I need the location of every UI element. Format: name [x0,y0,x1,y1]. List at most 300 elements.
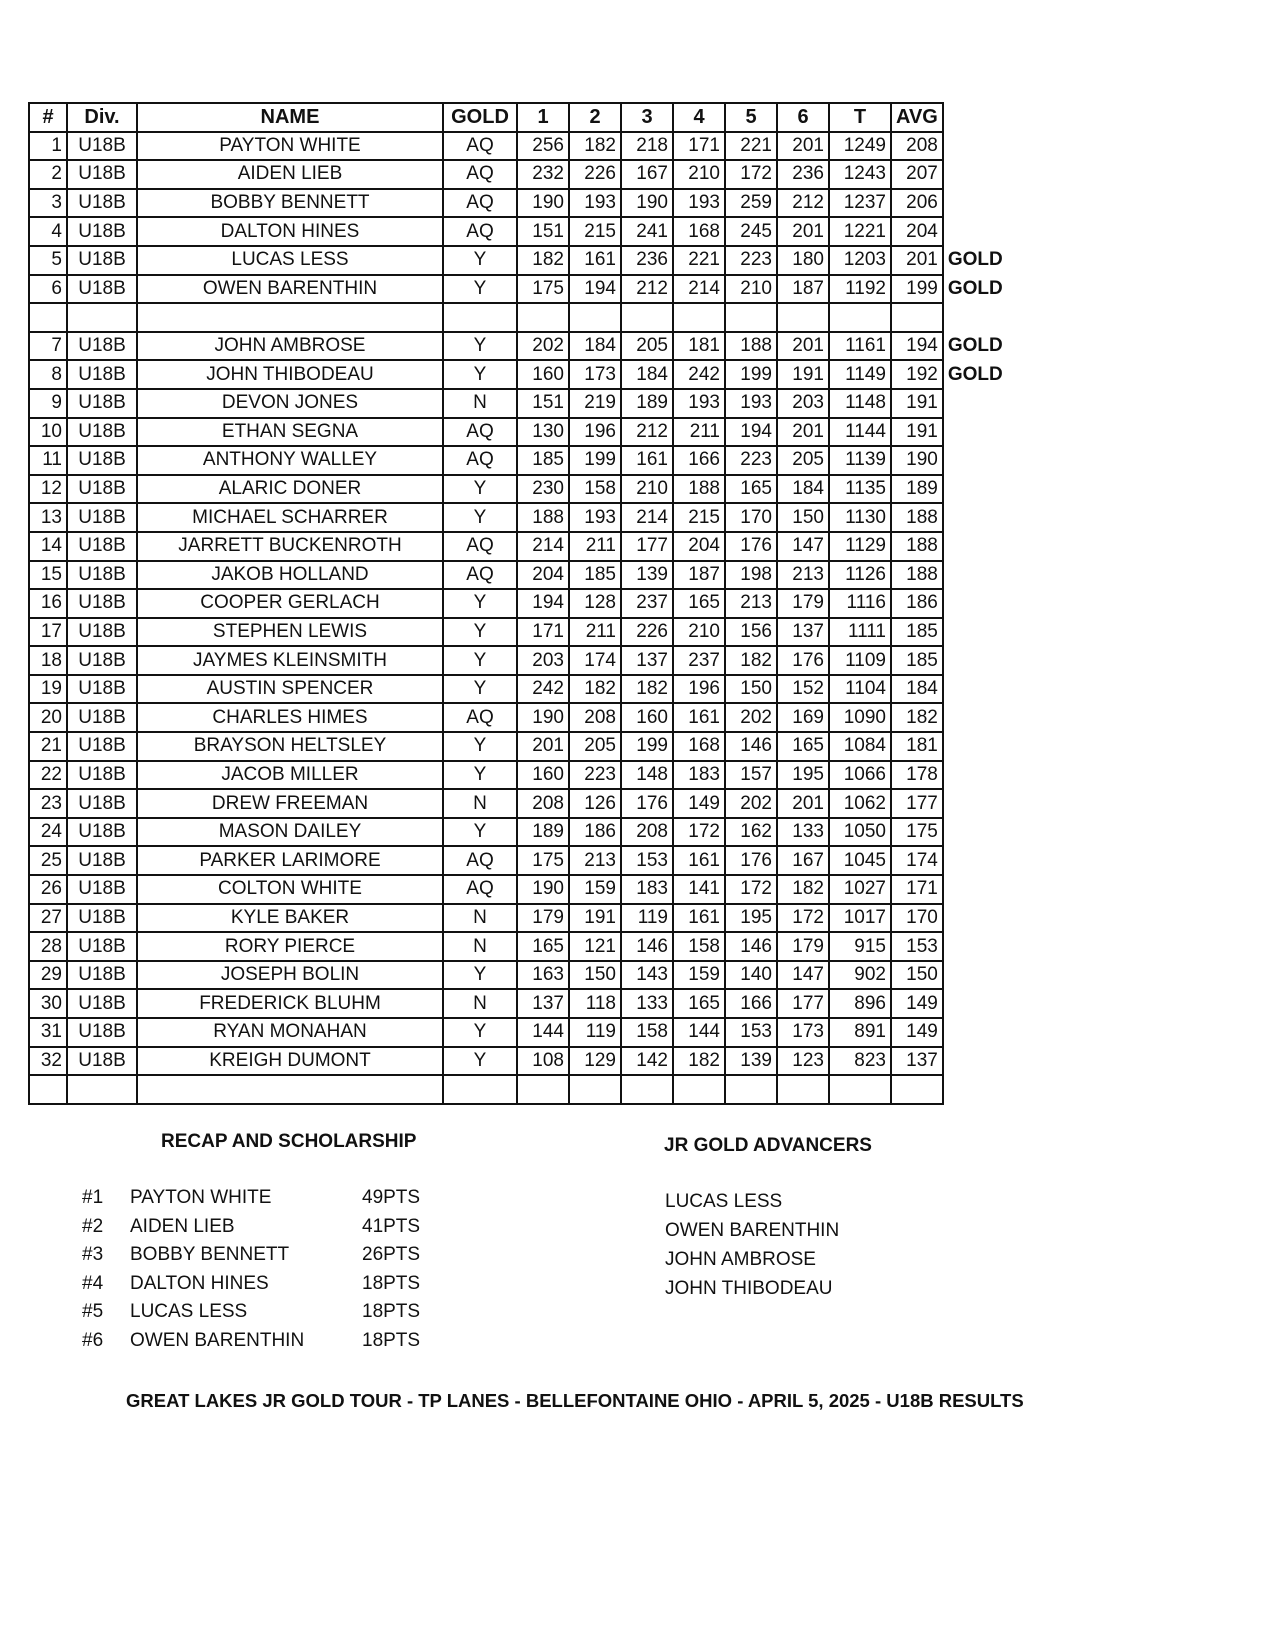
game-5-cell: 202 [725,703,777,732]
game-4-cell [673,303,725,332]
game-6-cell: 165 [777,732,829,761]
game-5-cell: 176 [725,846,777,875]
bowler-name-cell: AUSTIN SPENCER [137,675,443,704]
game-3-cell: 133 [621,989,673,1018]
average-cell [891,303,943,332]
game-6-cell [777,303,829,332]
table-row [29,217,1008,246]
game-4-cell: 161 [673,904,725,933]
division-cell: U18B [67,275,137,304]
game-6-cell: 147 [777,961,829,990]
game-6-cell: 150 [777,503,829,532]
table-row [29,961,1008,990]
bowler-name-cell: AIDEN LIEB [137,160,443,189]
rank-cell: 16 [29,589,67,618]
gold-flag-cell: GOLD [947,363,1003,385]
division-cell: U18B [67,961,137,990]
gold-flag-cell [943,618,1008,647]
gold-flag-cell [943,475,1008,504]
bowler-name-cell: FREDERICK BLUHM [137,989,443,1018]
game-1-cell: 175 [517,275,569,304]
average-cell: 174 [891,846,943,875]
advancer-name: LUCAS LESS [665,1191,783,1212]
division-cell: U18B [67,904,137,933]
rank-cell: 6 [29,275,67,304]
game-6-cell: 169 [777,703,829,732]
gold-flag-cell [943,589,1008,618]
game-1-cell: 232 [517,160,569,189]
game-1-cell: 242 [517,675,569,704]
game-4-cell: 161 [673,846,725,875]
gold-flag-cell [943,675,1008,704]
game-5-cell: 199 [725,360,777,389]
division-cell: U18B [67,818,137,847]
table-row [29,932,1008,961]
game-6-cell: 177 [777,989,829,1018]
table-row [29,1047,1008,1076]
game-5-cell [725,1075,777,1104]
rank-cell [29,1075,67,1104]
average-cell: 192 [891,360,943,389]
game-4-cell: 211 [673,418,725,447]
game-1-cell: 204 [517,561,569,590]
game-3-cell: 226 [621,618,673,647]
rank-cell: 19 [29,675,67,704]
game-2-cell: 129 [569,1047,621,1076]
game-5-cell: 170 [725,503,777,532]
game-1-cell: 188 [517,503,569,532]
game-5-cell: 162 [725,818,777,847]
game-6-cell: 203 [777,389,829,418]
recap-rank: #4 [82,1272,104,1294]
table-row [29,761,1008,790]
game-2-cell [569,303,621,332]
game-4-cell: 168 [673,217,725,246]
bowler-name-cell: JAYMES KLEINSMITH [137,646,443,675]
game-5-cell [725,303,777,332]
total-cell: 1237 [829,189,891,218]
recap-points: 49PTS [362,1187,421,1208]
average-cell: 181 [891,732,943,761]
game-5-cell: 176 [725,532,777,561]
game-5-cell: 157 [725,761,777,790]
recap-item [82,1330,442,1358]
table-row [29,475,1008,504]
gold-flag-cell [943,217,1008,246]
game-3-cell: 158 [621,1018,673,1047]
rank-cell: 12 [29,475,67,504]
table-row [29,589,1008,618]
total-cell: 1149 [829,360,891,389]
recap-name: DALTON HINES [130,1272,269,1294]
total-cell: 1017 [829,904,891,933]
game-3-cell: 214 [621,503,673,532]
advancer-name: JOHN AMBROSE [665,1249,816,1270]
bowler-name-cell: ETHAN SEGNA [137,418,443,447]
table-row [29,132,1008,161]
division-cell [67,303,137,332]
average-cell: 188 [891,532,943,561]
table-row [29,904,1008,933]
game-4-cell: 165 [673,589,725,618]
game-3-cell: 236 [621,246,673,275]
recap-points: 18PTS [362,1301,421,1323]
rank-cell: 31 [29,1018,67,1047]
game-5-cell: 194 [725,418,777,447]
bowler-name-cell: KREIGH DUMONT [137,1047,443,1076]
game-2-cell: 219 [569,389,621,418]
bowler-name-cell: PAYTON WHITE [137,132,443,161]
total-cell: 1139 [829,446,891,475]
total-cell: 1135 [829,475,891,504]
gold-flag-cell [943,789,1008,818]
gold-status-cell: Y [443,503,517,532]
division-cell [67,1075,137,1104]
gold-status-cell: Y [443,589,517,618]
gold-flag-cell [943,875,1008,904]
recap-points: 18PTS [362,1272,421,1294]
header-game-6: 6 [777,103,829,132]
game-1-cell [517,303,569,332]
table-row [29,875,1008,904]
recap-rank: #6 [82,1330,104,1351]
gold-flag-cell: GOLD [947,335,1003,357]
division-cell: U18B [67,503,137,532]
gold-flag-cell [943,932,1008,961]
game-1-cell: 202 [517,332,569,361]
rank-cell: 25 [29,846,67,875]
table-row [29,360,1008,389]
bowler-name-cell: DREW FREEMAN [137,789,443,818]
game-6-cell: 133 [777,818,829,847]
recap-name: AIDEN LIEB [130,1215,235,1237]
recap-rank: #2 [82,1215,104,1237]
table-row [29,618,1008,647]
average-cell: 186 [891,589,943,618]
game-3-cell: 176 [621,789,673,818]
game-2-cell: 215 [569,217,621,246]
game-1-cell: 144 [517,1018,569,1047]
rank-cell: 10 [29,418,67,447]
rank-cell: 7 [29,332,67,361]
gold-flag-cell [943,904,1008,933]
table-row [29,446,1008,475]
rank-cell: 2 [29,160,67,189]
game-6-cell: 137 [777,618,829,647]
gold-status-cell: Y [443,1047,517,1076]
game-3-cell: 199 [621,732,673,761]
gold-status-cell [443,1075,517,1104]
rank-cell: 23 [29,789,67,818]
game-3-cell: 182 [621,675,673,704]
game-2-cell: 182 [569,132,621,161]
gold-status-cell [443,303,517,332]
division-cell: U18B [67,875,137,904]
recap-item [82,1244,442,1272]
game-5-cell: 153 [725,1018,777,1047]
game-1-cell: 214 [517,532,569,561]
game-2-cell: 118 [569,989,621,1018]
gold-flag-cell [943,1018,1008,1047]
game-3-cell: 161 [621,446,673,475]
game-1-cell: 151 [517,217,569,246]
gold-flag-cell [943,846,1008,875]
division-cell: U18B [67,360,137,389]
average-cell: 188 [891,503,943,532]
game-4-cell: 158 [673,932,725,961]
game-5-cell: 223 [725,246,777,275]
average-cell: 137 [891,1047,943,1076]
game-4-cell: 196 [673,675,725,704]
game-6-cell: 147 [777,532,829,561]
bowler-name-cell: JAKOB HOLLAND [137,561,443,590]
average-cell: 175 [891,818,943,847]
gold-flag-cell: GOLD [947,249,1003,271]
rank-cell [29,303,67,332]
gold-status-cell: N [443,989,517,1018]
total-cell: 902 [829,961,891,990]
game-3-cell: 184 [621,360,673,389]
gold-status-cell: Y [443,1018,517,1047]
game-1-cell: 194 [517,589,569,618]
game-3-cell: 142 [621,1047,673,1076]
recap-rank: #3 [82,1244,104,1266]
game-4-cell: 210 [673,618,725,647]
rank-cell: 21 [29,732,67,761]
average-cell: 177 [891,789,943,818]
game-3-cell [621,1075,673,1104]
game-1-cell: 108 [517,1047,569,1076]
rank-cell: 15 [29,561,67,590]
game-5-cell: 146 [725,732,777,761]
rank-cell: 4 [29,217,67,246]
division-cell: U18B [67,761,137,790]
header-name: NAME [137,103,443,132]
gold-flag-cell [943,1047,1008,1076]
average-cell: 185 [891,646,943,675]
gold-flag-cell [943,418,1008,447]
game-3-cell: 153 [621,846,673,875]
gold-status-cell: Y [443,246,517,275]
division-cell: U18B [67,646,137,675]
game-2-cell [569,1075,621,1104]
game-4-cell: 182 [673,1047,725,1076]
game-1-cell: 137 [517,989,569,1018]
game-6-cell: 179 [777,932,829,961]
game-1-cell: 230 [517,475,569,504]
average-cell: 208 [891,132,943,161]
game-3-cell: 177 [621,532,673,561]
game-3-cell: 205 [621,332,673,361]
average-cell: 153 [891,932,943,961]
bowler-name-cell: BRAYSON HELTSLEY [137,732,443,761]
division-cell: U18B [67,932,137,961]
recap-name: LUCAS LESS [130,1301,248,1323]
bowler-name-cell: RORY PIERCE [137,932,443,961]
game-5-cell: 172 [725,875,777,904]
average-cell: 170 [891,904,943,933]
game-4-cell: 187 [673,561,725,590]
bowler-name-cell: PARKER LARIMORE [137,846,443,875]
total-cell: 1109 [829,646,891,675]
game-1-cell: 208 [517,789,569,818]
total-cell: 1203 [829,246,891,275]
game-2-cell: 119 [569,1018,621,1047]
bowler-name-cell: JARRETT BUCKENROTH [137,532,443,561]
rank-cell: 13 [29,503,67,532]
table-row [29,789,1008,818]
game-4-cell [673,1075,725,1104]
bowler-name-cell: ANTHONY WALLEY [137,446,443,475]
average-cell: 182 [891,703,943,732]
rank-cell: 5 [29,246,67,275]
game-3-cell: 183 [621,875,673,904]
recap-points: 18PTS [362,1330,421,1351]
total-cell: 1111 [829,618,891,647]
average-cell: 188 [891,561,943,590]
gold-status-cell: Y [443,475,517,504]
division-cell: U18B [67,618,137,647]
gold-flag-cell [943,303,1008,332]
gold-status-cell: AQ [443,532,517,561]
gold-status-cell: N [443,932,517,961]
game-5-cell: 188 [725,332,777,361]
gold-flag-cell [943,532,1008,561]
header-average: AVG [891,103,943,132]
gold-flag-cell [943,389,1008,418]
rank-cell: 32 [29,1047,67,1076]
average-cell: 185 [891,618,943,647]
game-2-cell: 199 [569,446,621,475]
game-1-cell: 171 [517,618,569,647]
division-cell: U18B [67,1018,137,1047]
gold-status-cell: AQ [443,846,517,875]
total-cell: 1126 [829,561,891,590]
bowler-name-cell: JOHN THIBODEAU [137,360,443,389]
recap-name: BOBBY BENNETT [130,1244,290,1266]
bowler-name-cell: COOPER GERLACH [137,589,443,618]
gold-flag-cell [943,1075,1008,1104]
division-cell: U18B [67,703,137,732]
recap-name: OWEN BARENTHIN [130,1330,305,1351]
game-6-cell: 195 [777,761,829,790]
gold-status-cell: Y [443,732,517,761]
table-row [29,418,1008,447]
gold-flag-cell [943,503,1008,532]
average-cell: 206 [891,189,943,218]
game-2-cell: 159 [569,875,621,904]
bowler-name-cell: DALTON HINES [137,217,443,246]
total-cell: 891 [829,1018,891,1047]
division-cell: U18B [67,389,137,418]
recap-name: PAYTON WHITE [130,1187,272,1208]
division-cell: U18B [67,160,137,189]
game-2-cell: 208 [569,703,621,732]
bowler-name-cell: LUCAS LESS [137,246,443,275]
division-cell: U18B [67,132,137,161]
game-1-cell: 256 [517,132,569,161]
game-4-cell: 171 [673,132,725,161]
game-4-cell: 172 [673,818,725,847]
game-6-cell: 191 [777,360,829,389]
game-5-cell: 139 [725,1047,777,1076]
game-2-cell: 193 [569,189,621,218]
game-3-cell: 208 [621,818,673,847]
gold-flag-cell [943,732,1008,761]
header-game-5: 5 [725,103,777,132]
game-6-cell: 201 [777,217,829,246]
game-3-cell: 119 [621,904,673,933]
game-2-cell: 173 [569,360,621,389]
average-cell: 191 [891,418,943,447]
game-1-cell: 163 [517,961,569,990]
total-cell: 1161 [829,332,891,361]
results-table [28,102,1009,1105]
game-2-cell: 182 [569,675,621,704]
game-4-cell: 168 [673,732,725,761]
game-2-cell: 211 [569,618,621,647]
gold-status-cell: AQ [443,703,517,732]
rank-cell: 26 [29,875,67,904]
table-row [29,703,1008,732]
game-4-cell: 149 [673,789,725,818]
advancer-name: JOHN THIBODEAU [665,1278,833,1299]
game-2-cell: 121 [569,932,621,961]
average-cell: 189 [891,475,943,504]
game-4-cell: 141 [673,875,725,904]
division-cell: U18B [67,217,137,246]
game-6-cell: 201 [777,332,829,361]
division-cell: U18B [67,989,137,1018]
header-game-3: 3 [621,103,673,132]
average-cell [891,1075,943,1104]
header-division: Div. [67,103,137,132]
game-5-cell: 150 [725,675,777,704]
recap-rank: #5 [82,1301,104,1323]
gold-status-cell: AQ [443,217,517,246]
rank-cell: 17 [29,618,67,647]
game-6-cell: 205 [777,446,829,475]
game-3-cell: 241 [621,217,673,246]
game-3-cell: 237 [621,589,673,618]
table-row [29,503,1008,532]
game-5-cell: 259 [725,189,777,218]
game-4-cell: 144 [673,1018,725,1047]
game-3-cell: 212 [621,418,673,447]
total-cell: 1027 [829,875,891,904]
game-6-cell: 201 [777,789,829,818]
bowler-name-cell [137,1075,443,1104]
rank-cell: 1 [29,132,67,161]
recap-item [82,1273,442,1301]
bowler-name-cell: STEPHEN LEWIS [137,618,443,647]
game-1-cell: 130 [517,418,569,447]
header-rank: # [29,103,67,132]
table-row [29,675,1008,704]
gold-status-cell: Y [443,618,517,647]
game-2-cell: 128 [569,589,621,618]
gold-status-cell: Y [443,761,517,790]
gold-flag-cell [943,761,1008,790]
total-cell: 1045 [829,846,891,875]
game-6-cell: 212 [777,189,829,218]
table-row [29,189,1008,218]
game-4-cell: 221 [673,246,725,275]
total-cell: 915 [829,932,891,961]
bowler-name-cell: ALARIC DONER [137,475,443,504]
game-4-cell: 161 [673,703,725,732]
game-6-cell: 176 [777,646,829,675]
